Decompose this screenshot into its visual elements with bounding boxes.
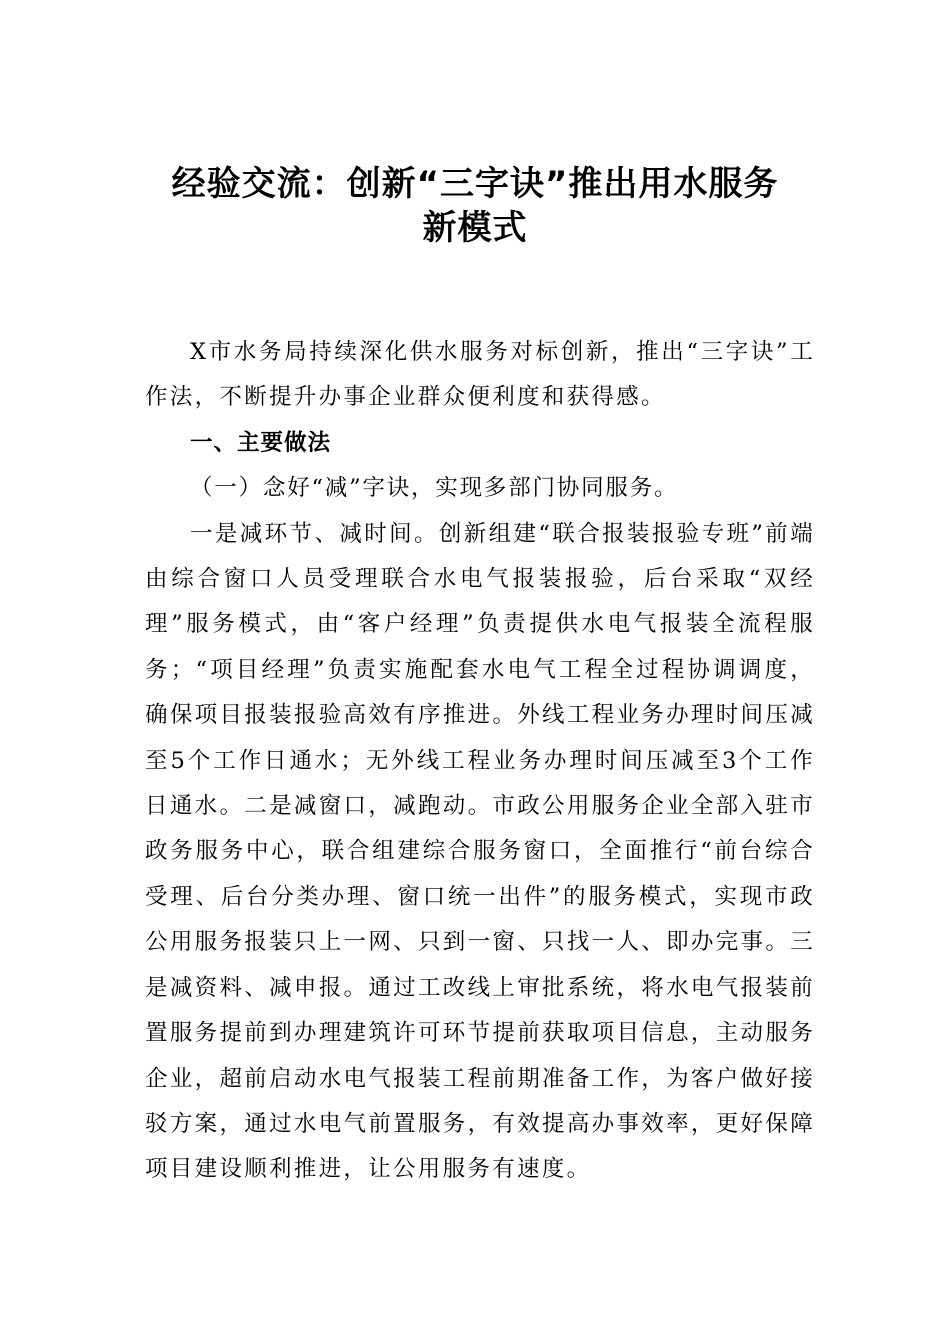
intro-paragraph: X市水务局持续深化供水服务对标创新，推出“三字诀”工作法，不断提升办事企业群众便利度和获得感。	[145, 339, 815, 411]
document-body	[145, 330, 815, 1193]
section-heading: 一、主要做法	[190, 429, 332, 456]
body-paragraph: 一是减环节、减时间。创新组建“联合报装报验专班”前端由综合窗口人员受理联合水电气报装报验，后台采取“双经理”服务模式，由“客户经理”负责提供水电气报装全流程服务；“项目经理”负责实施配套水电气工程全过程协调调度，确保项目报装报验高效有序推进。外线工程业务办理时间压减至5个工作日通水；无外线工程业务办理时间压减至3个工作日通水。二是减窗口，减跑动。市政公用服务企业全部入驻市政务服务中心，联合组建综合服务窗口，全面推行“前台综合受理、后台分类办理、窗口统一出件”的服务模式，实现市政公用服务报装只上一网、只到一窗、只找一人、即办完事。三是减资料、减申报。通过工改线上审批系统，将水电气报装前置服务提前到办理建筑许可环节提前获取项目信息，主动服务企业，超前启动水电气报装工程前期准备工作，为客户做好接驳方案，通过水电气前置服务，有效提高办事效率，更好保障项目建设顺利推进，让公用服务有速度。	[145, 520, 815, 1183]
subsection-heading: （一）念好“减”字诀，实现多部门协同服务。	[190, 475, 679, 502]
document-title-line-2: 新模式	[422, 208, 528, 248]
document-title-line-1: 经验交流：创新“三字诀”推出用水服务	[171, 164, 779, 204]
